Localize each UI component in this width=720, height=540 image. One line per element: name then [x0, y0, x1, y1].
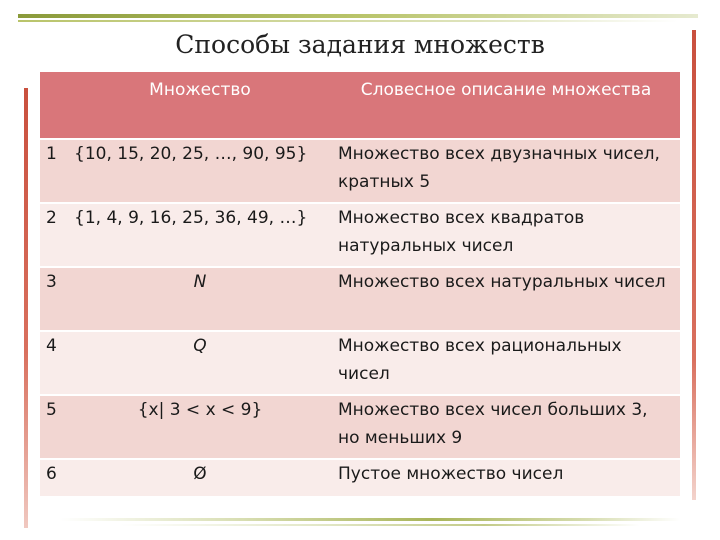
- row-set: Ø: [68, 459, 332, 497]
- row-set: {10, 15, 20, 25, …, 90, 95}: [68, 139, 332, 203]
- row-number: 4: [40, 331, 68, 395]
- table-row: [40, 267, 680, 331]
- header-set: [68, 72, 332, 139]
- row-description: Множество всех рациональных чисел: [332, 331, 680, 395]
- row-description: Множество всех квадратов натуральных чисел: [332, 203, 680, 267]
- row-number: 5: [40, 395, 68, 459]
- decor-line-right: [692, 30, 696, 500]
- table-row: [40, 331, 680, 395]
- row-set: {x| 3 < x < 9}: [68, 395, 332, 459]
- row-set: N: [68, 267, 332, 331]
- decor-line-top-thin: [18, 20, 678, 22]
- decor-line-bottom-thin: [120, 524, 640, 526]
- sets-table: [40, 72, 680, 498]
- header-description-label: Словесное описание множества: [360, 80, 652, 100]
- page-title: Способы задания множеств: [175, 30, 545, 59]
- row-set: Q: [68, 331, 332, 395]
- row-number: 2: [40, 203, 68, 267]
- row-description: Множество всех натуральных чисел: [332, 267, 680, 331]
- decor-line-left: [24, 88, 28, 528]
- row-set: {1, 4, 9, 16, 25, 36, 49, …}: [68, 203, 332, 267]
- header-description: [332, 72, 680, 139]
- row-number: 3: [40, 267, 68, 331]
- table-row: [40, 395, 680, 459]
- header-set-label: Множество: [149, 80, 251, 100]
- table-row: [40, 203, 680, 267]
- table-row: [40, 459, 680, 497]
- row-number: 1: [40, 139, 68, 203]
- row-description: Пустое множество чисел: [332, 459, 680, 497]
- decor-line-bottom: [60, 518, 680, 521]
- header-number: [40, 72, 68, 139]
- row-number: 6: [40, 459, 68, 497]
- table-header-row: [40, 72, 680, 139]
- row-description: Множество всех чисел больших 3, но меньших 9: [332, 395, 680, 459]
- decor-line-top: [18, 14, 698, 18]
- table-row: [40, 139, 680, 203]
- row-description: Множество всех двузначных чисел, кратных 5: [332, 139, 680, 203]
